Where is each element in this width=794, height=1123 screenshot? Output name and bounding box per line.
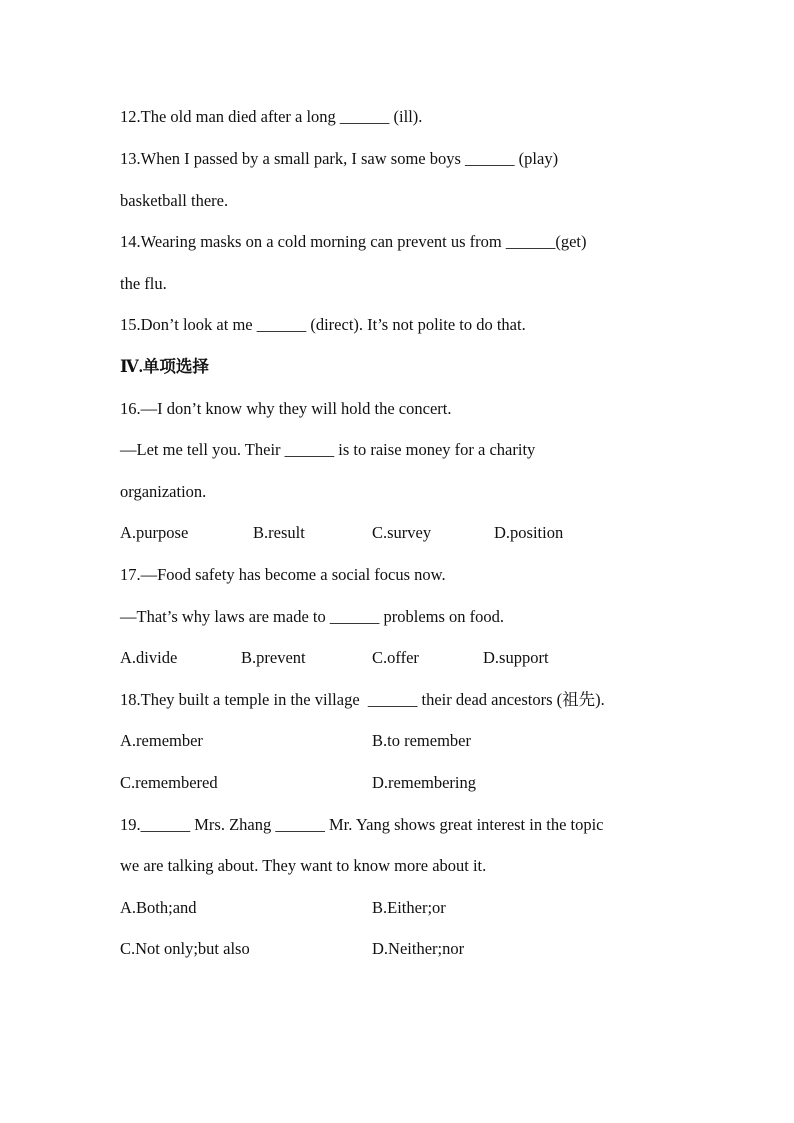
question-13-line-1: 13.When I passed by a small park, I saw some boys ______ (play) bbox=[120, 149, 559, 168]
q16-option-d: D.position bbox=[494, 523, 564, 542]
q18-option-d: D.remembering bbox=[372, 773, 477, 792]
q17-option-c: C.offer bbox=[372, 648, 419, 667]
q17-option-a: A.divide bbox=[120, 648, 178, 667]
q18-option-a: A.remember bbox=[120, 731, 203, 750]
question-19-line-1: 19.______ Mrs. Zhang ______ Mr. Yang shows great interest in the topic bbox=[120, 815, 604, 834]
q19-option-c: C.Not only;but also bbox=[120, 939, 250, 958]
question-12: 12.The old man died after a long ______ (ill). bbox=[120, 107, 423, 126]
question-13-line-2: basketball there. bbox=[120, 191, 229, 210]
q17-option-d: D.support bbox=[483, 648, 549, 667]
q17-option-b: B.prevent bbox=[241, 648, 306, 667]
question-14-line-2: the flu. bbox=[120, 274, 167, 293]
q19-option-d: D.Neither;nor bbox=[372, 939, 465, 958]
section-heading: Ⅳ.单项选择 bbox=[120, 357, 209, 376]
question-17-line-1: 17.—Food safety has become a social focus now. bbox=[120, 565, 446, 584]
question-18: 18.They built a temple in the village ______ their dead ancestors (祖先). bbox=[120, 690, 605, 709]
question-17-line-2: —That’s why laws are made to ______ problems on food. bbox=[120, 607, 505, 626]
question-19-line-2: we are talking about. They want to know more about it. bbox=[120, 856, 487, 875]
question-14-line-1: 14.Wearing masks on a cold morning can prevent us from ______(get) bbox=[120, 232, 587, 251]
question-16-line-1: 16.—I don’t know why they will hold the concert. bbox=[120, 399, 452, 418]
q16-option-a: A.purpose bbox=[120, 523, 189, 542]
q18-option-b: B.to remember bbox=[372, 731, 471, 750]
q16-option-b: B.result bbox=[253, 523, 305, 542]
q19-option-a: A.Both;and bbox=[120, 898, 197, 917]
q16-option-c: C.survey bbox=[372, 523, 432, 542]
question-16-line-2: —Let me tell you. Their ______ is to raise money for a charity bbox=[120, 440, 536, 459]
q18-option-c: C.remembered bbox=[120, 773, 218, 792]
question-16-line-3: organization. bbox=[120, 482, 207, 501]
q19-option-b: B.Either;or bbox=[372, 898, 446, 917]
question-15: 15.Don’t look at me ______ (direct). It’s not polite to do that. bbox=[120, 315, 526, 334]
